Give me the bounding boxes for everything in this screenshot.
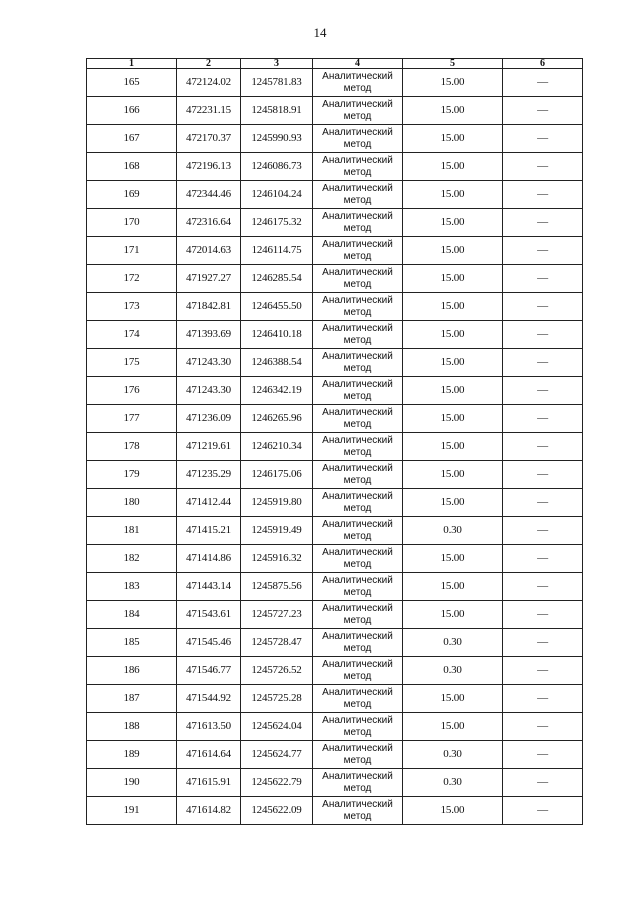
y-coordinate-cell: 1246210.34: [241, 433, 313, 461]
table-row: [87, 293, 583, 321]
point-number-cell: 187: [87, 685, 177, 713]
y-coordinate-cell: 1245781.83: [241, 69, 313, 97]
point-number-cell: 178: [87, 433, 177, 461]
note-cell: —: [503, 405, 583, 433]
note-cell: —: [503, 293, 583, 321]
point-number-cell: 180: [87, 489, 177, 517]
x-coordinate-cell: 471545.46: [177, 629, 241, 657]
point-number-cell: 189: [87, 741, 177, 769]
y-coordinate-cell: 1245624.77: [241, 741, 313, 769]
x-coordinate-cell: 471414.86: [177, 545, 241, 573]
note-cell: —: [503, 377, 583, 405]
method-cell: Аналитический метод: [313, 489, 403, 517]
table-row: [87, 69, 583, 97]
accuracy-cell: 0.30: [403, 629, 503, 657]
x-coordinate-cell: 472014.63: [177, 237, 241, 265]
method-cell: Аналитический метод: [313, 265, 403, 293]
column-header-6: 6: [503, 59, 583, 69]
accuracy-cell: 15.00: [403, 265, 503, 293]
note-cell: —: [503, 433, 583, 461]
accuracy-cell: 15.00: [403, 181, 503, 209]
table-row: [87, 741, 583, 769]
method-cell: Аналитический метод: [313, 377, 403, 405]
method-cell: Аналитический метод: [313, 573, 403, 601]
x-coordinate-cell: 471613.50: [177, 713, 241, 741]
x-coordinate-cell: 471544.92: [177, 685, 241, 713]
x-coordinate-cell: 471236.09: [177, 405, 241, 433]
table-row: [87, 125, 583, 153]
point-number-cell: 174: [87, 321, 177, 349]
method-cell: Аналитический метод: [313, 349, 403, 377]
point-number-cell: 188: [87, 713, 177, 741]
accuracy-cell: 15.00: [403, 461, 503, 489]
method-cell: Аналитический метод: [313, 741, 403, 769]
column-header-3: 3: [241, 59, 313, 69]
table-row: [87, 181, 583, 209]
accuracy-cell: 0.30: [403, 657, 503, 685]
point-number-cell: 167: [87, 125, 177, 153]
x-coordinate-cell: 471415.21: [177, 517, 241, 545]
table-row: [87, 517, 583, 545]
note-cell: —: [503, 797, 583, 825]
x-coordinate-cell: 471393.69: [177, 321, 241, 349]
note-cell: —: [503, 741, 583, 769]
method-cell: Аналитический метод: [313, 713, 403, 741]
accuracy-cell: 15.00: [403, 237, 503, 265]
table-row: [87, 489, 583, 517]
point-number-cell: 190: [87, 769, 177, 797]
y-coordinate-cell: 1245725.28: [241, 685, 313, 713]
table-row: [87, 685, 583, 713]
point-number-cell: 186: [87, 657, 177, 685]
note-cell: —: [503, 573, 583, 601]
method-cell: Аналитический метод: [313, 685, 403, 713]
y-coordinate-cell: 1245727.23: [241, 601, 313, 629]
method-cell: Аналитический метод: [313, 237, 403, 265]
accuracy-cell: 15.00: [403, 321, 503, 349]
note-cell: —: [503, 181, 583, 209]
table-row: [87, 265, 583, 293]
table-row: [87, 209, 583, 237]
method-cell: Аналитический метод: [313, 657, 403, 685]
column-header-1: 1: [87, 59, 177, 69]
x-coordinate-cell: 471219.61: [177, 433, 241, 461]
accuracy-cell: 15.00: [403, 97, 503, 125]
method-cell: Аналитический метод: [313, 97, 403, 125]
x-coordinate-cell: 472196.13: [177, 153, 241, 181]
point-number-cell: 179: [87, 461, 177, 489]
x-coordinate-cell: 471614.64: [177, 741, 241, 769]
note-cell: —: [503, 545, 583, 573]
method-cell: Аналитический метод: [313, 517, 403, 545]
method-cell: Аналитический метод: [313, 601, 403, 629]
y-coordinate-cell: 1246114.75: [241, 237, 313, 265]
x-coordinate-cell: 471842.81: [177, 293, 241, 321]
x-coordinate-cell: 471615.91: [177, 769, 241, 797]
x-coordinate-cell: 471243.30: [177, 377, 241, 405]
accuracy-cell: 0.30: [403, 769, 503, 797]
y-coordinate-cell: 1246086.73: [241, 153, 313, 181]
table-row: [87, 237, 583, 265]
method-cell: Аналитический метод: [313, 769, 403, 797]
method-cell: Аналитический метод: [313, 797, 403, 825]
method-cell: Аналитический метод: [313, 153, 403, 181]
point-number-cell: 175: [87, 349, 177, 377]
method-cell: Аналитический метод: [313, 405, 403, 433]
accuracy-cell: 15.00: [403, 377, 503, 405]
table-row: [87, 657, 583, 685]
table-row: [87, 153, 583, 181]
table-row: [87, 377, 583, 405]
accuracy-cell: 15.00: [403, 153, 503, 181]
y-coordinate-cell: 1245916.32: [241, 545, 313, 573]
point-number-cell: 181: [87, 517, 177, 545]
y-coordinate-cell: 1246410.18: [241, 321, 313, 349]
point-number-cell: 184: [87, 601, 177, 629]
method-cell: Аналитический метод: [313, 545, 403, 573]
coordinates-table: [86, 58, 583, 825]
y-coordinate-cell: 1245990.93: [241, 125, 313, 153]
x-coordinate-cell: 471546.77: [177, 657, 241, 685]
accuracy-cell: 15.00: [403, 405, 503, 433]
accuracy-cell: 15.00: [403, 685, 503, 713]
x-coordinate-cell: 472231.15: [177, 97, 241, 125]
y-coordinate-cell: 1246455.50: [241, 293, 313, 321]
x-coordinate-cell: 471243.30: [177, 349, 241, 377]
note-cell: —: [503, 349, 583, 377]
method-cell: Аналитический метод: [313, 433, 403, 461]
method-cell: Аналитический метод: [313, 629, 403, 657]
table-header-row: [87, 59, 583, 69]
note-cell: —: [503, 153, 583, 181]
y-coordinate-cell: 1246175.06: [241, 461, 313, 489]
table-row: [87, 713, 583, 741]
accuracy-cell: 15.00: [403, 209, 503, 237]
y-coordinate-cell: 1245624.04: [241, 713, 313, 741]
method-cell: Аналитический метод: [313, 69, 403, 97]
point-number-cell: 177: [87, 405, 177, 433]
note-cell: —: [503, 321, 583, 349]
table-row: [87, 349, 583, 377]
x-coordinate-cell: 472124.02: [177, 69, 241, 97]
x-coordinate-cell: 471235.29: [177, 461, 241, 489]
note-cell: —: [503, 125, 583, 153]
table-row: [87, 461, 583, 489]
y-coordinate-cell: 1245875.56: [241, 573, 313, 601]
point-number-cell: 182: [87, 545, 177, 573]
note-cell: —: [503, 657, 583, 685]
y-coordinate-cell: 1246388.54: [241, 349, 313, 377]
note-cell: —: [503, 601, 583, 629]
point-number-cell: 165: [87, 69, 177, 97]
note-cell: —: [503, 713, 583, 741]
accuracy-cell: 15.00: [403, 601, 503, 629]
table-row: [87, 573, 583, 601]
table-row: [87, 629, 583, 657]
y-coordinate-cell: 1245919.80: [241, 489, 313, 517]
accuracy-cell: 15.00: [403, 433, 503, 461]
note-cell: —: [503, 265, 583, 293]
method-cell: Аналитический метод: [313, 293, 403, 321]
y-coordinate-cell: 1245919.49: [241, 517, 313, 545]
point-number-cell: 191: [87, 797, 177, 825]
y-coordinate-cell: 1245622.79: [241, 769, 313, 797]
y-coordinate-cell: 1245622.09: [241, 797, 313, 825]
method-cell: Аналитический метод: [313, 181, 403, 209]
table-row: [87, 769, 583, 797]
accuracy-cell: 15.00: [403, 69, 503, 97]
note-cell: —: [503, 69, 583, 97]
x-coordinate-cell: 471412.44: [177, 489, 241, 517]
y-coordinate-cell: 1245818.91: [241, 97, 313, 125]
note-cell: —: [503, 629, 583, 657]
point-number-cell: 168: [87, 153, 177, 181]
y-coordinate-cell: 1245728.47: [241, 629, 313, 657]
point-number-cell: 166: [87, 97, 177, 125]
column-header-4: 4: [313, 59, 403, 69]
accuracy-cell: 0.30: [403, 517, 503, 545]
x-coordinate-cell: 472170.37: [177, 125, 241, 153]
y-coordinate-cell: 1246342.19: [241, 377, 313, 405]
note-cell: —: [503, 769, 583, 797]
table-row: [87, 433, 583, 461]
method-cell: Аналитический метод: [313, 321, 403, 349]
y-coordinate-cell: 1246175.32: [241, 209, 313, 237]
accuracy-cell: 15.00: [403, 349, 503, 377]
y-coordinate-cell: 1245726.52: [241, 657, 313, 685]
note-cell: —: [503, 461, 583, 489]
accuracy-cell: 15.00: [403, 293, 503, 321]
table-row: [87, 601, 583, 629]
accuracy-cell: 15.00: [403, 125, 503, 153]
column-header-2: 2: [177, 59, 241, 69]
y-coordinate-cell: 1246104.24: [241, 181, 313, 209]
accuracy-cell: 0.30: [403, 741, 503, 769]
table-row: [87, 405, 583, 433]
x-coordinate-cell: 472316.64: [177, 209, 241, 237]
method-cell: Аналитический метод: [313, 209, 403, 237]
table-row: [87, 545, 583, 573]
note-cell: —: [503, 517, 583, 545]
accuracy-cell: 15.00: [403, 573, 503, 601]
method-cell: Аналитический метод: [313, 125, 403, 153]
point-number-cell: 185: [87, 629, 177, 657]
y-coordinate-cell: 1246285.54: [241, 265, 313, 293]
table-body: [87, 69, 583, 825]
note-cell: —: [503, 97, 583, 125]
point-number-cell: 183: [87, 573, 177, 601]
y-coordinate-cell: 1246265.96: [241, 405, 313, 433]
x-coordinate-cell: 471543.61: [177, 601, 241, 629]
x-coordinate-cell: 471927.27: [177, 265, 241, 293]
method-cell: Аналитический метод: [313, 461, 403, 489]
point-number-cell: 173: [87, 293, 177, 321]
page-number: 14: [313, 25, 327, 40]
point-number-cell: 172: [87, 265, 177, 293]
accuracy-cell: 15.00: [403, 489, 503, 517]
column-header-5: 5: [403, 59, 503, 69]
table-row: [87, 321, 583, 349]
x-coordinate-cell: 471443.14: [177, 573, 241, 601]
table-row: [87, 97, 583, 125]
accuracy-cell: 15.00: [403, 545, 503, 573]
table-row: [87, 797, 583, 825]
point-number-cell: 176: [87, 377, 177, 405]
accuracy-cell: 15.00: [403, 797, 503, 825]
note-cell: —: [503, 685, 583, 713]
point-number-cell: 170: [87, 209, 177, 237]
note-cell: —: [503, 209, 583, 237]
point-number-cell: 171: [87, 237, 177, 265]
accuracy-cell: 15.00: [403, 713, 503, 741]
x-coordinate-cell: 472344.46: [177, 181, 241, 209]
x-coordinate-cell: 471614.82: [177, 797, 241, 825]
note-cell: —: [503, 237, 583, 265]
point-number-cell: 169: [87, 181, 177, 209]
note-cell: —: [503, 489, 583, 517]
